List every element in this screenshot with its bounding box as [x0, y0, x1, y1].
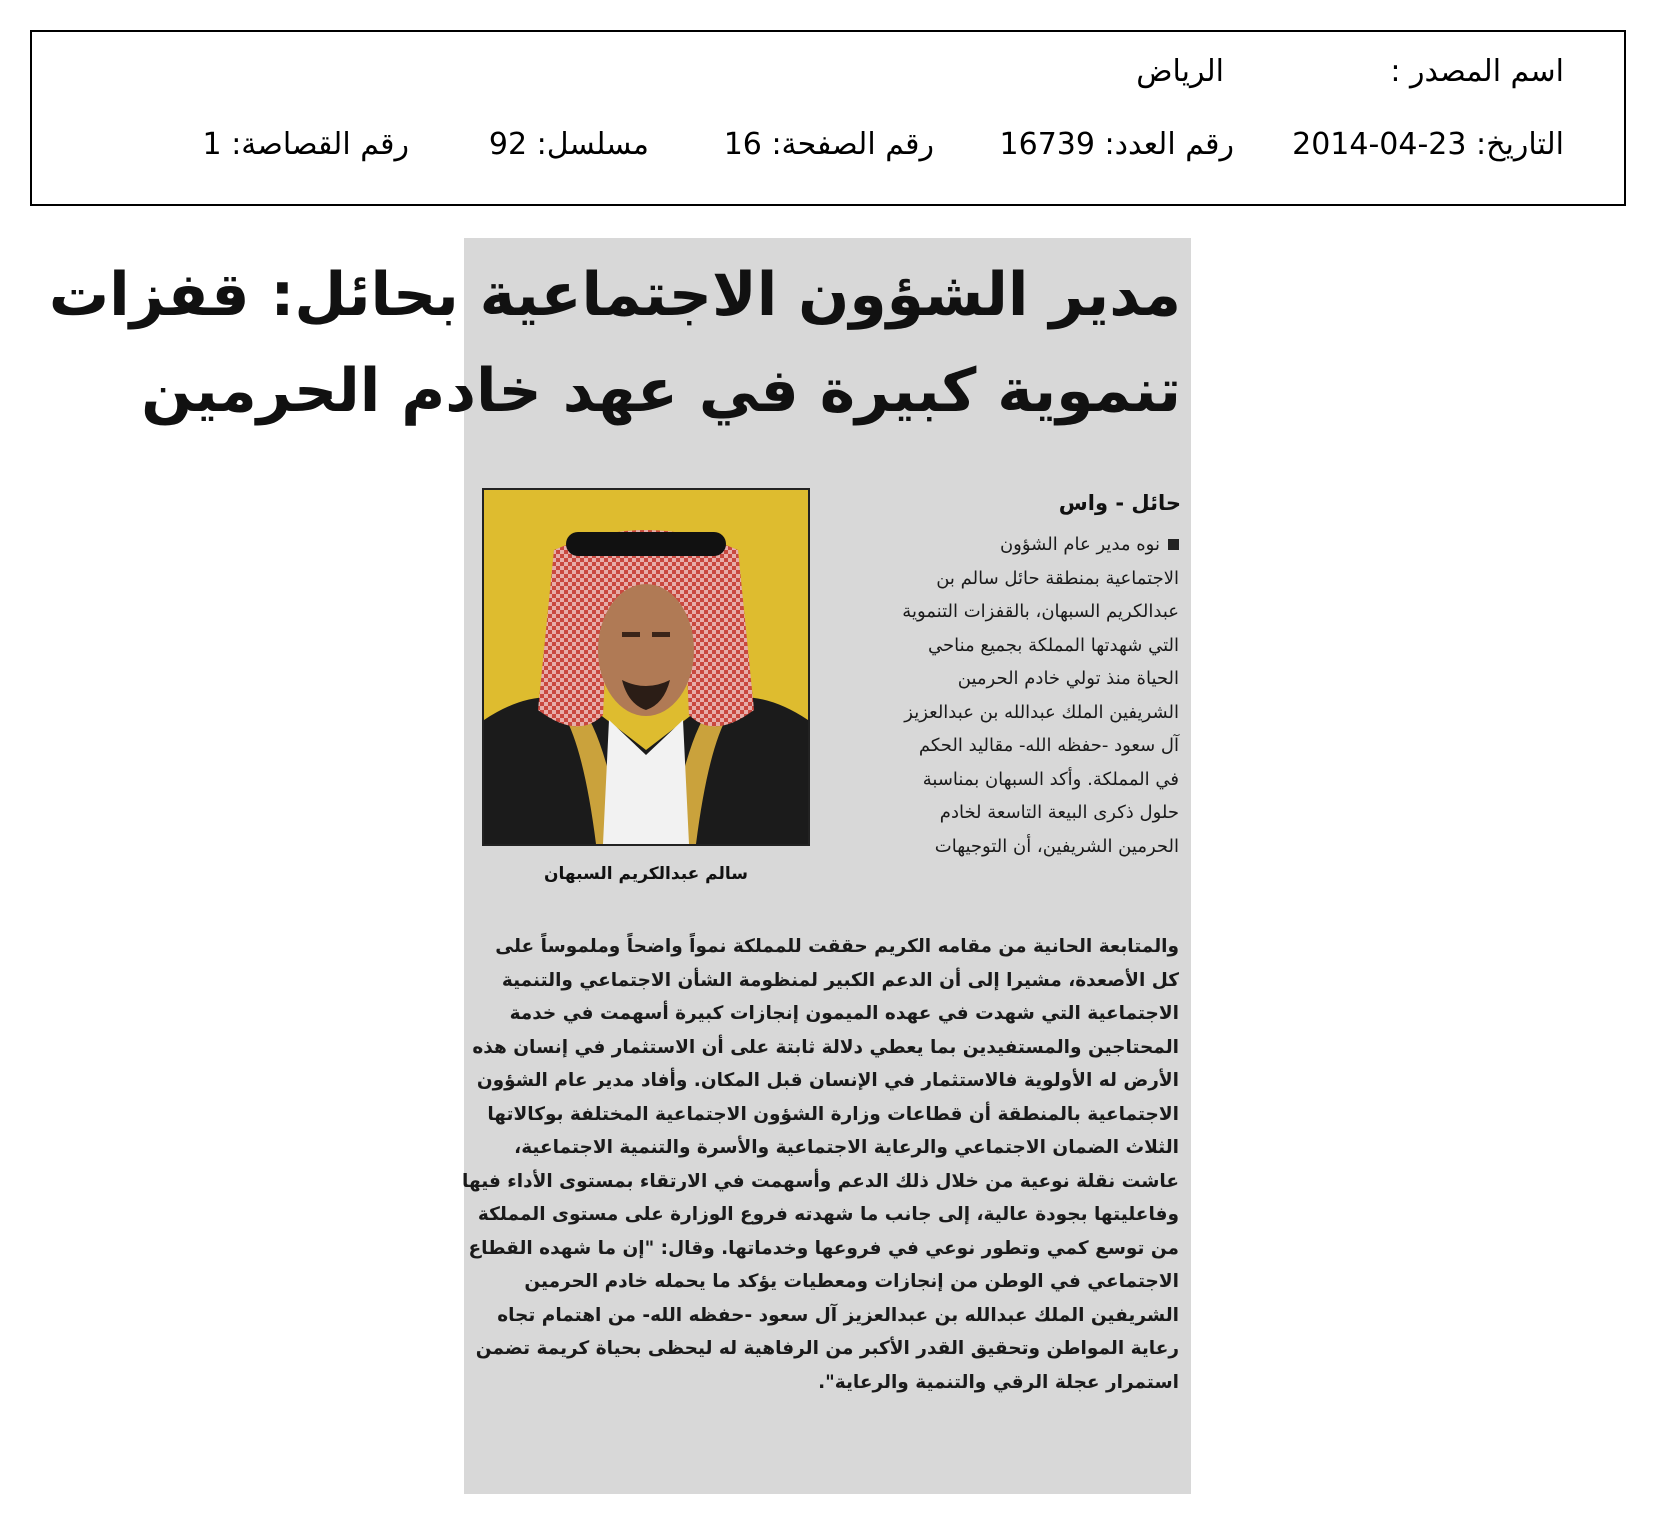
- article-line: الاجتماعي في الوطن من إنجازات ومعطيات يؤكد ما يحمله خادم الحرمين: [524, 1271, 1179, 1292]
- article-line: حلول ذكرى البيعة التاسعة لخادم: [939, 802, 1179, 823]
- article-line: الاجتماعية بمنطقة حائل سالم بن: [936, 567, 1179, 589]
- clip-label: رقم القصاصة:: [231, 127, 409, 162]
- dateline: حائل - واس: [1058, 491, 1181, 515]
- article-line: الشريفين الملك عبدالله بن عبدالعزيز: [904, 701, 1179, 723]
- article-line: كل الأصعدة، مشيرا إلى أن الدعم الكبير لمنظومة الشأن الاجتماعي والتنمية: [501, 969, 1179, 991]
- article-narrow-column: [834, 528, 1179, 863]
- source-value: الرياض: [1136, 54, 1224, 89]
- article-line: الأرض له الأولوية فالاستثمار في الإنسان قبل المكان. وأفاد مدير عام الشؤون: [476, 1070, 1179, 1091]
- portrait-illustration: [484, 490, 808, 844]
- page-label: رقم الصفحة:: [771, 127, 934, 162]
- article-line: الحرمين الشريفين، أن التوجيهات: [934, 835, 1179, 857]
- article-line: والمتابعة الحانية من مقامه الكريم حققت للمملكة نمواً واضحاً وملموساً على: [495, 936, 1179, 957]
- metadata-box: [30, 30, 1626, 206]
- bullet-square-icon: [1168, 539, 1179, 550]
- portrait-photo: [482, 488, 810, 846]
- article-line: الاجتماعية التي شهدت في عهده الميمون إنجازات كبيرة أسهمت في خدمة: [509, 1003, 1179, 1024]
- article-line: الاجتماعية بالمنطقة أن قطاعات وزارة الشؤون الاجتماعية المختلفة بوكالاتها: [487, 1103, 1179, 1125]
- article-line: الشريفين الملك عبدالله بن عبدالعزيز آل سعود -حفظه الله- من اهتمام تجاه: [497, 1304, 1179, 1326]
- photo-caption: سالم عبدالكريم السبهان: [544, 864, 748, 884]
- article-line: نوه مدير عام الشؤون: [834, 528, 1179, 562]
- article-line: استمرار عجلة الرقي والتنمية والرعاية".: [818, 1371, 1179, 1393]
- serial-value: 92: [488, 127, 528, 162]
- date-field: [1292, 127, 1564, 162]
- clip-field: [203, 127, 409, 162]
- headline-line-2: تنموية كبيرة في عهد خادم الحرمين: [141, 356, 1181, 426]
- date-label: التاريخ:: [1476, 127, 1564, 162]
- clip-value: 1: [202, 127, 222, 162]
- page-field: [724, 127, 934, 162]
- article-line: التي شهدتها المملكة بجميع مناحي: [927, 634, 1179, 656]
- issue-field: [1000, 127, 1234, 162]
- issue-label: رقم العدد:: [1104, 127, 1234, 162]
- serial-field: [489, 127, 649, 162]
- article-line: رعاية المواطن وتحقيق القدر الأكبر من الرفاهية له ليحظى بحياة كريمة تضمن: [475, 1338, 1179, 1359]
- date-value: 2014-04-23: [1292, 127, 1467, 162]
- serial-label: مسلسل:: [536, 127, 649, 162]
- article-line: الحياة منذ تولي خادم الحرمين: [957, 668, 1179, 689]
- article-line: عاشت نقلة نوعية من خلال ذلك الدعم وأسهمت في الارتقاء بمستوى الأداء فيها: [462, 1170, 1179, 1192]
- article-line: الثلاث الضمان الاجتماعي والرعاية الاجتماعية والأسرة والتنمية الاجتماعية،: [514, 1137, 1179, 1158]
- article-line: في المملكة. وأكد السبهان بمناسبة: [922, 768, 1179, 790]
- article-line: عبدالكريم السبهان، بالقفزات التنموية: [902, 601, 1179, 622]
- article-line: وفاعليتها بجودة عالية، إلى جانب ما شهدته فروع الوزارة على مستوى المملكة: [477, 1204, 1179, 1225]
- headline-line-1: مدير الشؤون الاجتماعية بحائل: قفزات: [48, 260, 1181, 330]
- article-wide-column: [462, 930, 1179, 1399]
- page-value: 16: [723, 127, 762, 162]
- source-label: اسم المصدر :: [1390, 54, 1564, 89]
- article-line: من توسع كمي وتطور نوعي في فروعها وخدماتها. وقال: "إن ما شهده القطاع: [468, 1237, 1179, 1259]
- article-line: آل سعود -حفظه الله- مقاليد الحكم: [918, 735, 1179, 756]
- issue-value: 16739: [999, 127, 1095, 162]
- article-line: المحتاجين والمستفيدين بما يعطي دلالة ثابتة على أن الاستثمار في إنسان هذه: [472, 1036, 1179, 1058]
- newspaper-clipping: [48, 238, 1191, 1494]
